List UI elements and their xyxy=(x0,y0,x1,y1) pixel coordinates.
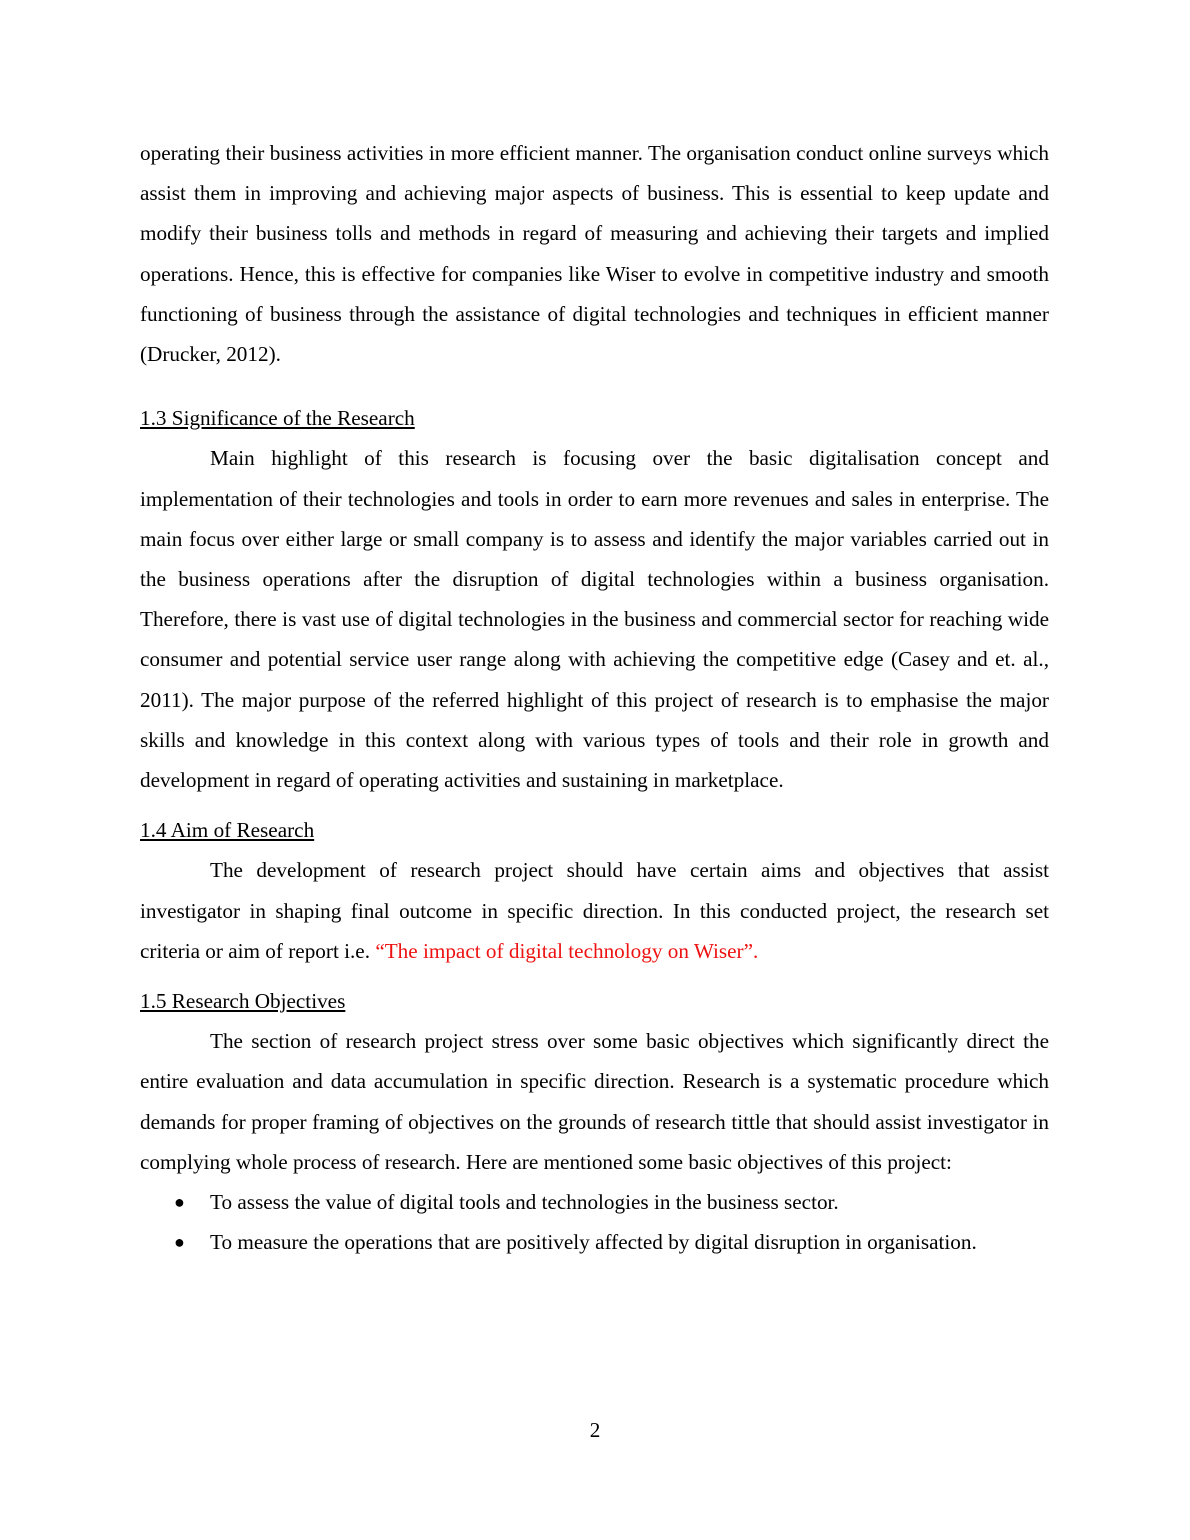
list-item xyxy=(140,1182,1049,1222)
bullet-icon: ● xyxy=(174,1192,185,1213)
document-page xyxy=(140,133,1049,1262)
objective-text: To assess the value of digital tools and technologies in the business sector. xyxy=(210,1190,839,1215)
list-item xyxy=(140,1222,1049,1262)
objectives-heading: 1.5 Research Objectives xyxy=(140,989,346,1014)
objectives-paragraph: The section of research project stress over some basic objectives which significantly direct the entire evaluation and data accumulation in specific direction. Research is a systematic procedure which demands for proper framing of objectives on the grounds of research tittle that should assist investigator in complying whole process of research. Here are mentioned some basic objectives of this project: xyxy=(140,1029,1049,1174)
aim-highlight-text: “The impact of digital technology on Wiser”. xyxy=(375,938,759,963)
aim-body-text: The development of research project should have certain aims and objectives that assist investigator in shaping final outcome in specific direction. In this conducted project, the research set criteria or aim of report i.e. xyxy=(140,858,1049,963)
aim-paragraph xyxy=(140,850,1049,971)
bullet-icon: ● xyxy=(174,1232,185,1253)
significance-paragraph: Main highlight of this research is focusing over the basic digitalisation concept and implementation of their technologies and tools in order to earn more revenues and sales in enterprise. The main focus over either large or small company is to assess and identify the major variables carried out in the business operations after the disruption of digital technologies within a business organisation. Therefore, there is vast use of digital technologies in the business and commercial sector for reaching wide consumer and potential service user range along with achieving the competitive edge (Casey and et. al., 2011). The major purpose of the referred highlight of this project of research is to emphasise the major skills and knowledge in this context along with various types of tools and their role in growth and development in regard of operating activities and sustaining in marketplace. xyxy=(140,446,1049,793)
aim-heading: 1.4 Aim of Research xyxy=(140,818,315,843)
page-number: 2 xyxy=(589,1418,601,1442)
objectives-list xyxy=(140,1182,1049,1262)
significance-heading: 1.3 Significance of the Research xyxy=(140,406,415,431)
objective-text: To measure the operations that are positively affected by digital disruption in organisation. xyxy=(210,1230,977,1255)
intro-paragraph: operating their business activities in more efficient manner. The organisation conduct online surveys which assist them in improving and achieving major aspects of business. This is essential to keep update and modify their business tolls and methods in regard of measuring and achieving their targets and implied operations. Hence, this is effective for companies like Wiser to evolve in competitive industry and smooth functioning of business through the assistance of digital technologies and techniques in efficient manner (Drucker, 2012). xyxy=(140,141,1049,367)
